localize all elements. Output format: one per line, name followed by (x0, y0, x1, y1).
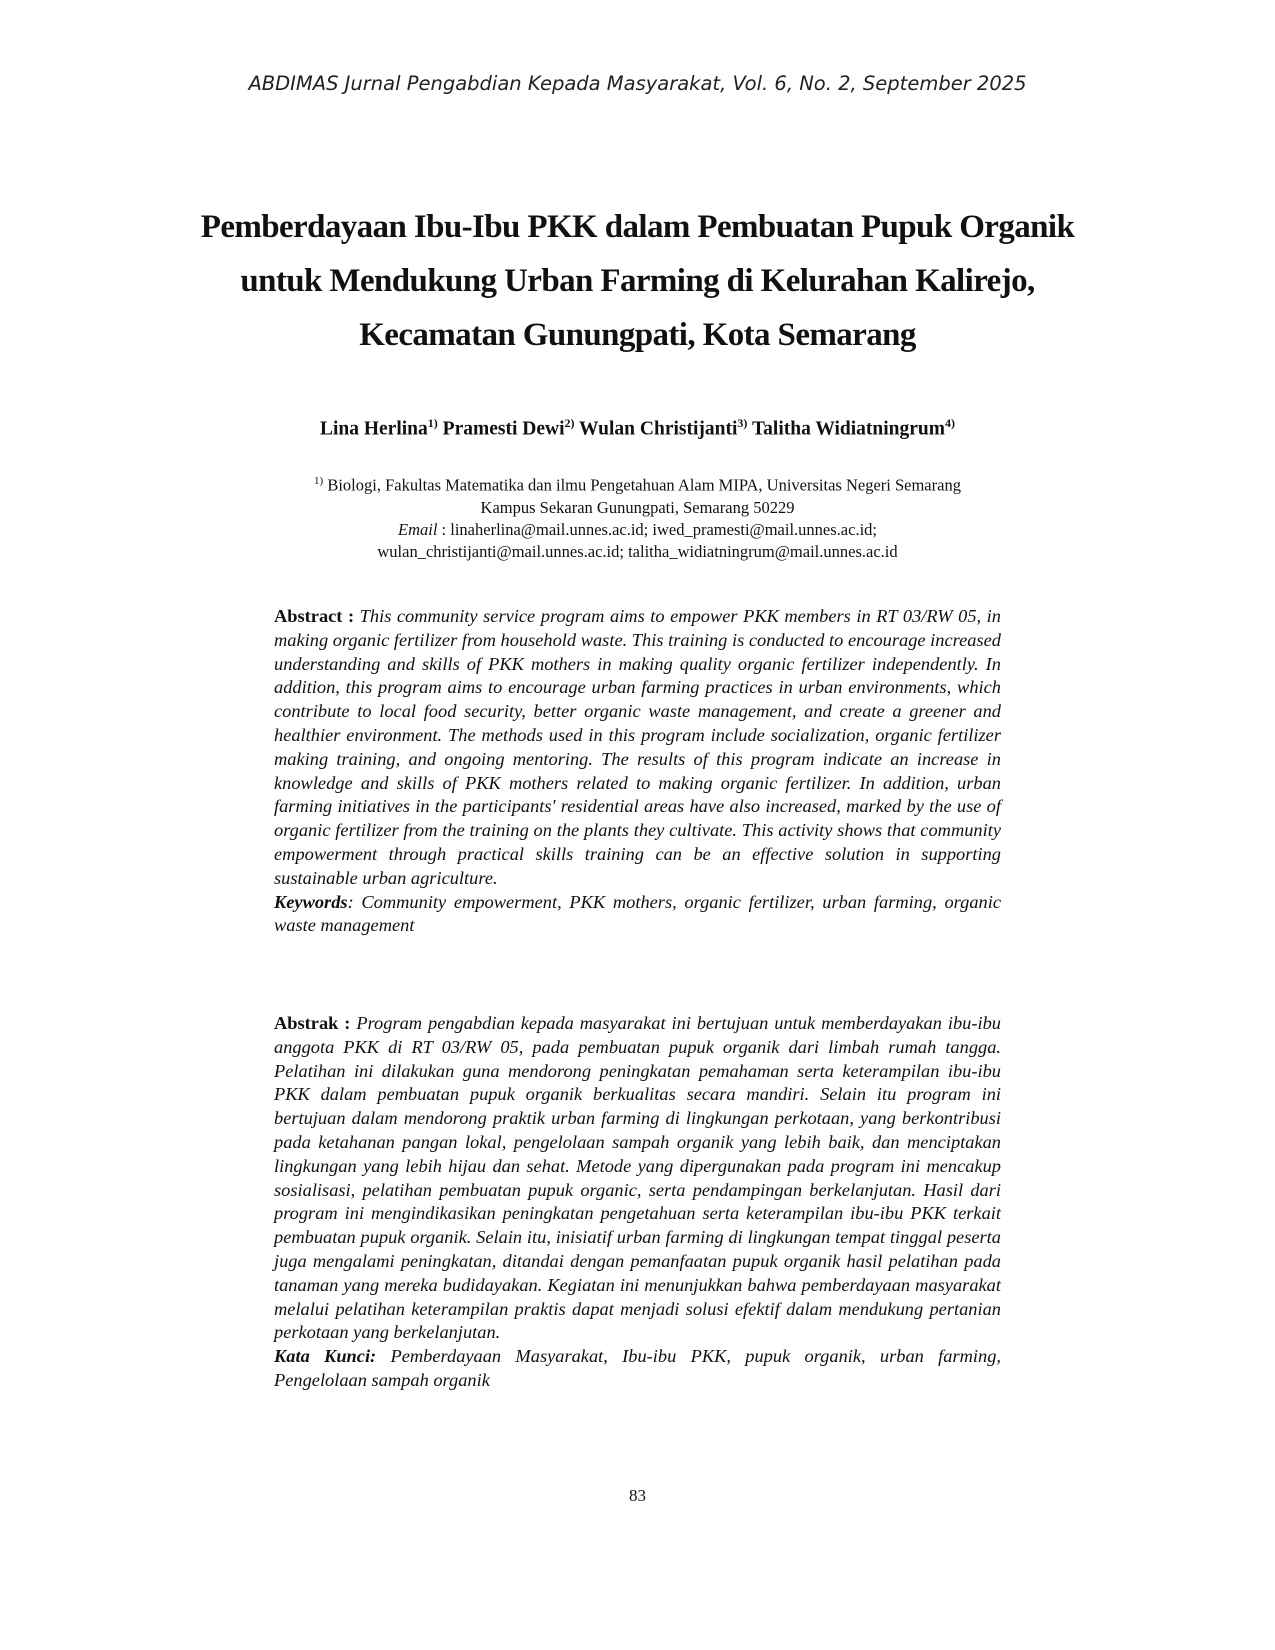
author-name: Lina Herlina (319, 418, 428, 440)
running-header: ABDIMAS Jurnal Pengabdian Kepada Masyarakat, Vol. 6, No. 2, September 2025 (248, 72, 1027, 95)
author-name: Wulan Christijanti (579, 418, 738, 440)
affiliation-block (0, 470, 1275, 563)
email-line-2: wulan_christijanti@mail.unnes.ac.id; talitha_widiatningrum@mail.unnes.ac.id (377, 541, 898, 561)
keywords-text: : Community empowerment, PKK mothers, organic fertilizer, urban farming, organic waste management (274, 891, 1001, 936)
author-mark: 4) (945, 416, 956, 430)
keywords-label: Keywords (274, 891, 348, 912)
abstract-label: Abstract : (274, 606, 355, 626)
kata-kunci-text: Pemberdayaan Masyarakat, Ibu-ibu PKK, pupuk organik, urban farming, Pengelolaan sampah organik (274, 1346, 1001, 1390)
author-name: Talitha Widiatningrum (751, 418, 946, 440)
paper-title (100, 200, 1175, 362)
kata-kunci-label: Kata Kunci: (274, 1346, 377, 1367)
abstrak-text: Program pengabdian kepada masyarakat ini bertujuan untuk memberdayakan ibu-ibu anggota PKK di RT 03/RW 05, pada pembuatan pupuk organik dari limbah rumah tangga. Pelatihan ini dilakukan guna mendorong peningkatan pemahaman serta keterampilan ibu-ibu PKK dalam pembuatan pupuk organik berkualitas secara mandiri. Selain itu program ini bertujuan dalam mendorong praktik urban farming di lingkungan perkotaan, yang berkontribusi pada ketahanan pangan lokal, pengelolaan sampah organik yang lebih baik, dan menciptakan lingkungan yang lebih hijau dan sehat. Metode yang dipergunakan pada program ini mencakup sosialisasi, pelatihan pembuatan pupuk organic, serta pendampingan berkelanjutan. Hasil dari program ini mengindikasikan peningkatan pengetahuan serta keterampilan ibu-ibu PKK terkait pembuatan pupuk organik. Selain itu, inisiatif urban farming di lingkungan tempat tinggal peserta juga mengalami peningkatan, ditandai dengan pemanfaatan pupuk organik hasil pelatihan pada tanaman yang mereka budidayakan. Kegiatan ini menunjukkan bahwa pemberdayaan masyarakat melalui pelatihan keterampilan praktis dapat menjadi solusi efektif dalam mendukung pertanian perkotaan yang berkelanjutan. (274, 1013, 1001, 1343)
email-line-1 (0, 519, 1275, 541)
author-name: Pramesti Dewi (442, 418, 565, 440)
email-addresses-1: : linaherlina@mail.unnes.ac.id; iwed_pramesti@mail.unnes.ac.id; (437, 519, 877, 539)
abstrak-label: Abstrak : (274, 1013, 351, 1033)
title-line-2: untuk Mendukung Urban Farming di Kelurahan Kalirejo, (240, 263, 1035, 299)
author-mark: 3) (737, 416, 748, 430)
author-list (0, 416, 1275, 441)
title-line-1: Pemberdayaan Ibu-Ibu PKK dalam Pembuatan Pupuk Organik (200, 209, 1075, 245)
title-line-3: Kecamatan Gunungpati, Kota Semarang (359, 317, 916, 353)
page-number: 83 (629, 1486, 646, 1505)
affiliation-text: Biologi, Fakultas Matematika dan ilmu Pengetahuan Alam MIPA, Universitas Negeri Semarang (323, 475, 961, 495)
author-mark: 2) (564, 416, 575, 430)
affiliation-line-1 (0, 470, 1275, 497)
abstract-text: This community service program aims to empower PKK members in RT 03/RW 05, in making organic fertilizer from household waste. This training is conducted to encourage increased understanding and skills of PKK mothers in making quality organic fertilizer independently. In addition, this program aims to encourage urban farming practices in urban environments, which contribute to local food security, better organic waste management, and create a greener and healthier environment. The methods used in this program include socialization, organic fertilizer making training, and ongoing mentoring. The results of this program indicate an increase in knowledge and skills of PKK mothers related to making organic fertilizer. In addition, urban farming initiatives in the participants' residential areas have also increased, marked by the use of organic fertilizer from the training on the plants they cultivate. This activity shows that community empowerment through practical skills training can be an effective solution in supporting sustainable urban agriculture. (274, 606, 1001, 888)
affiliation-mark: 1) (314, 475, 324, 487)
abstract-indonesian (274, 1012, 1001, 1393)
email-label: Email (398, 519, 438, 539)
abstract-english (274, 605, 1001, 938)
affiliation-line-2: Kampus Sekaran Gunungpati, Semarang 50229 (480, 497, 795, 517)
author-mark: 1) (427, 416, 438, 430)
